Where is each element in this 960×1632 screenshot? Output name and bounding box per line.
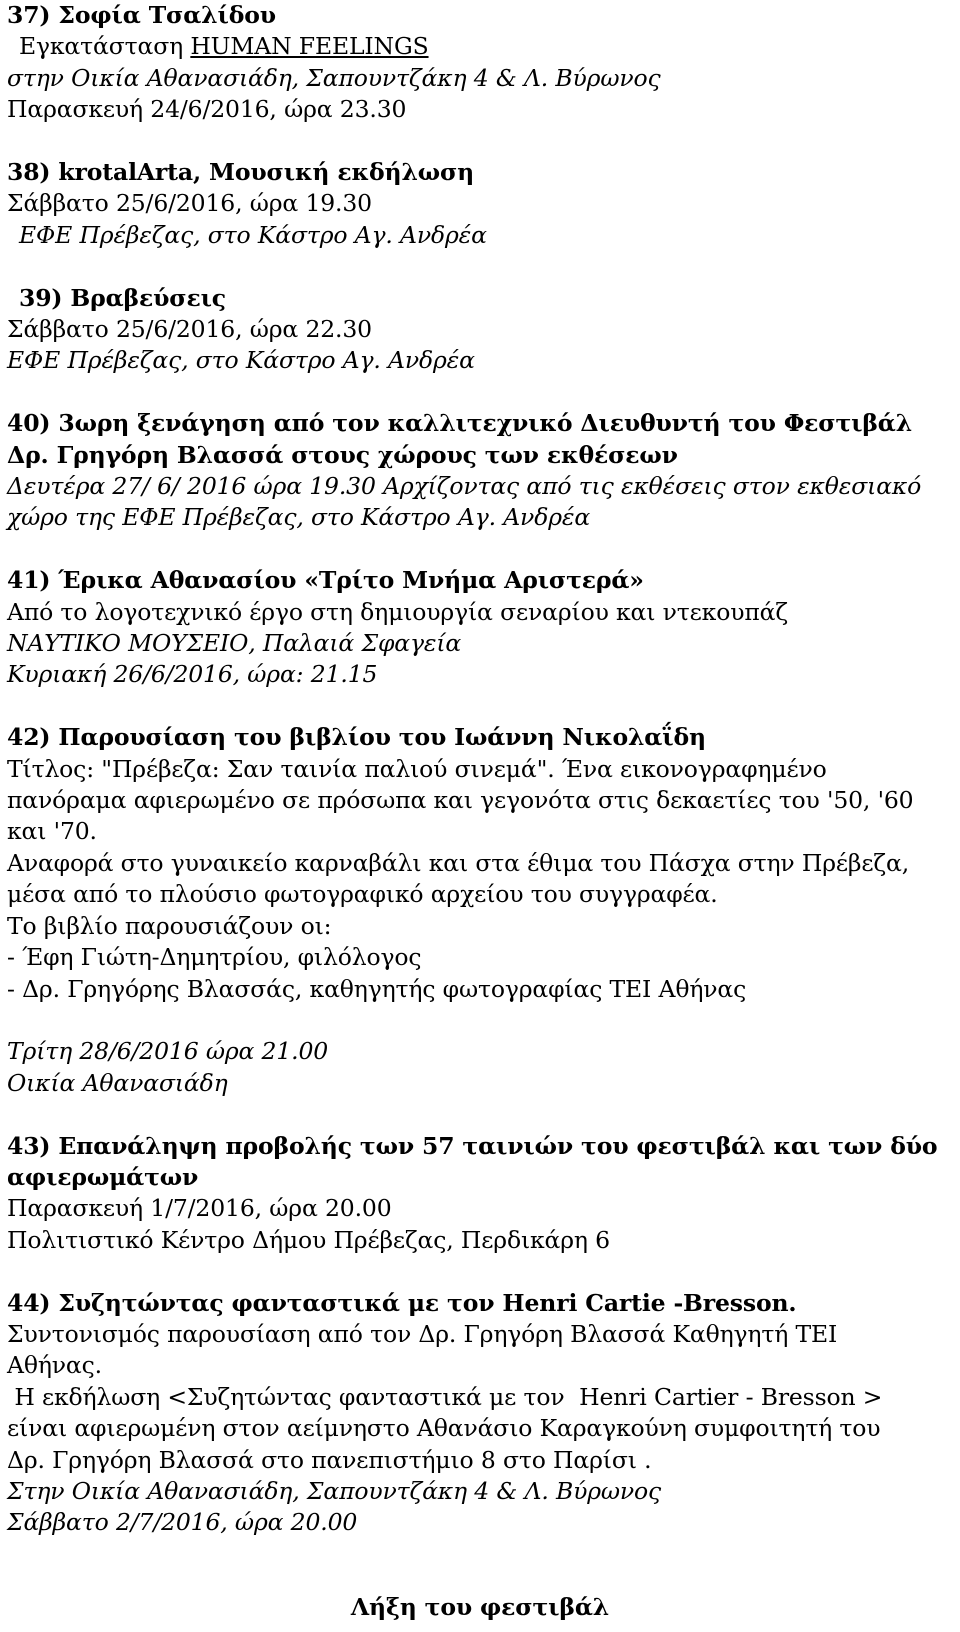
event-description-line-4: Αναφορά στο γυναικείο καρναβάλι και στα έθιμα του Πάσχα στην Πρέβεζα, <box>7 848 910 877</box>
festival-closing: Λήξη του φεστιβάλ <box>350 1593 610 1621</box>
event-venue: ΝΑΥΤΙΚΟ ΜΟΥΣΕΙΟ, Παλαιά Σφαγεία <box>7 629 462 658</box>
event-description <box>7 31 954 62</box>
event-44 <box>7 1288 954 1539</box>
event-description: Από το λογοτεχνικό έργο στη δημιουργία σεναρίου και ντεκουπάζ <box>7 597 788 626</box>
event-description-line-1: Συντονισμός παρουσίαση από τον Δρ. Γρηγόρη Βλασσά Καθηγητή ΤΕΙ <box>7 1319 838 1348</box>
event-date-line-2: χώρο της ΕΦΕ Πρέβεζας, στο Κάστρο Αγ. Ανδρέα <box>7 503 591 532</box>
event-40 <box>7 408 954 534</box>
event-date-line-1: Δευτέρα 27/ 6/ 2016 ώρα 19.30 Αρχίζοντας από τις εκθέσεις στον εκθεσιακό <box>7 472 922 501</box>
event-description-line-5: μέσα από το πλούσιο φωτογραφικό αρχείου του συγγραφέα. <box>7 880 718 909</box>
event-41 <box>7 565 954 691</box>
event-title: 37) Σοφία Τσαλίδου <box>7 1 276 29</box>
event-venue: ΕΦΕ Πρέβεζας, στο Κάστρο Αγ. Ανδρέα <box>19 220 487 249</box>
event-venue: στην Οικία Αθανασιάδη, Σαπουντζάκη 4 & Λ. Βύρωνος <box>7 63 661 92</box>
event-date: Σάββατο 25/6/2016, ώρα 22.30 <box>7 315 372 344</box>
event-description-line-3: και '70. <box>7 817 97 846</box>
event-title-line-2: Δρ. Γρηγόρη Βλασσά στους χώρους των εκθέσεων <box>7 440 678 469</box>
event-43 <box>7 1131 954 1257</box>
description-prefix: Εγκατάσταση <box>19 32 191 61</box>
event-venue: Στην Οικία Αθανασιάδη, Σαπουντζάκη 4 & Λ. Βύρωνος <box>7 1476 662 1505</box>
presenters-intro: Το βιβλίο παρουσιάζουν οι: <box>7 911 332 940</box>
event-description-line-2: Αθήνας. <box>7 1351 102 1380</box>
event-42 <box>7 722 954 1099</box>
event-date: Τρίτη 28/6/2016 ώρα 21.00 <box>7 1037 329 1066</box>
event-39 <box>7 283 954 377</box>
event-title: 41) Έρικα Αθανασίου «Τρίτο Μνήμα Αριστερά» <box>7 566 644 595</box>
event-title-line-2: αφιερωμάτων <box>7 1162 199 1191</box>
event-date: Σάββατο 25/6/2016, ώρα 19.30 <box>7 189 372 218</box>
event-date: Σάββατο 2/7/2016, ώρα 20.00 <box>7 1508 358 1537</box>
installation-title: HUMAN FEELINGS <box>190 32 429 61</box>
event-description-line-2: πανόραμα αφιερωμένο σε πρόσωπα και γεγονότα στις δεκαετίες του '50, '60 <box>7 786 914 815</box>
event-description-line-1: Τίτλος: "Πρέβεζα: Σαν ταινία παλιού σινεμά". Ένα εικονογραφημένο <box>7 754 827 783</box>
event-date: Παρασκευή 1/7/2016, ώρα 20.00 <box>7 1194 392 1223</box>
presenter-1: - Έφη Γιώτη-Δημητρίου, φιλόλογος <box>7 943 422 972</box>
event-venue: Πολιτιστικό Κέντρο Δήμου Πρέβεζας, Περδικάρη 6 <box>7 1225 610 1254</box>
event-description-line-5: Δρ. Γρηγόρη Βλασσά στο πανεπιστήμιο 8 στο Παρίσι . <box>7 1445 652 1474</box>
event-date: Κυριακή 26/6/2016, ώρα: 21.15 <box>7 660 378 689</box>
event-title-line-1: 40) 3ωρη ξενάγηση από τον καλλιτεχνικό Διευθυντή του Φεστιβάλ <box>7 409 913 438</box>
presenter-2: - Δρ. Γρηγόρης Βλασσάς, καθηγητής φωτογραφίας ΤΕΙ Αθήνας <box>7 974 747 1003</box>
event-38 <box>7 157 954 251</box>
event-37 <box>7 0 954 126</box>
event-title: 38) krotalArta, Μουσική εκδήλωση <box>7 158 475 187</box>
event-venue: ΕΦΕ Πρέβεζας, στο Κάστρο Αγ. Ανδρέα <box>7 346 475 375</box>
event-title-line-1: 43) Επανάληψη προβολής των 57 ταινιών του φεστιβάλ και των δύο <box>7 1131 938 1160</box>
event-venue: Οικία Αθανασιάδη <box>7 1068 228 1097</box>
event-description-line-3: Η εκδήλωση <Συζητώντας φανταστικά με τον Henri Cartier - Bresson > <box>7 1382 883 1411</box>
event-title: 39) Βραβεύσεις <box>19 283 226 312</box>
event-date: Παρασκευή 24/6/2016, ώρα 23.30 <box>7 95 407 124</box>
event-title: 42) Παρουσίαση του βιβλίου του Ιωάννη Νικολαΐδη <box>7 723 706 752</box>
event-description-line-4: είναι αφιερωμένη στον αείμνηστο Αθανάσιο Καραγκούνη συμφοιτητή του <box>7 1414 881 1443</box>
event-title: 44) Συζητώντας φανταστικά με τον Henri Cartie -Bresson. <box>7 1288 797 1317</box>
